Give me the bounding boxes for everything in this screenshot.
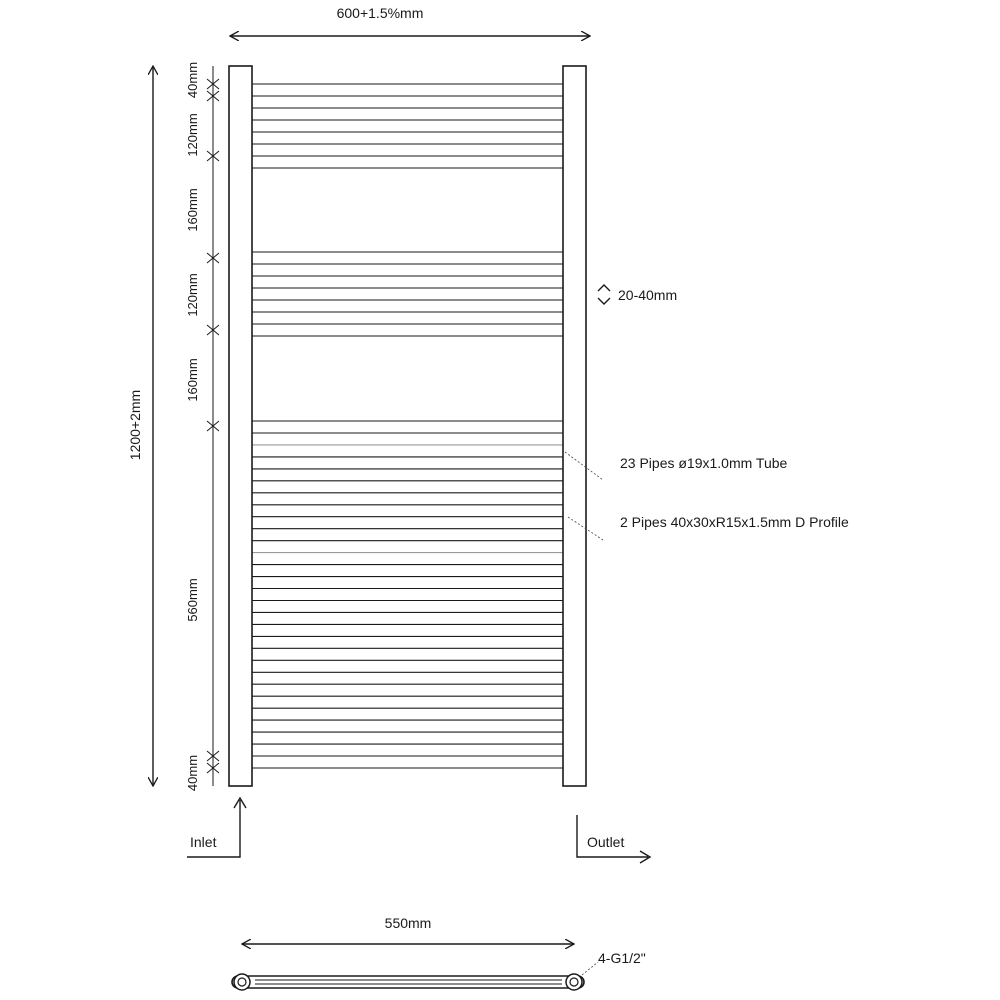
left-connection-icon	[234, 974, 250, 990]
bottom-view	[232, 915, 646, 990]
segment-label-40-bottom: 40mm	[185, 754, 200, 792]
profile-annotation: 2 Pipes 40x30xR15x1.5mm D Profile	[620, 514, 849, 530]
tube-annotation: 23 Pipes ø19x1.0mm Tube	[620, 455, 788, 471]
spacing-indicator	[598, 285, 677, 304]
inlet-indicator	[187, 798, 246, 857]
thread-label: 4-G1/2"	[598, 950, 646, 966]
bottom-view-bar	[232, 976, 584, 988]
thread-leader-line	[582, 962, 598, 975]
outlet-label: Outlet	[587, 834, 625, 850]
right-vertical-bar	[563, 66, 586, 786]
outlet-indicator	[577, 815, 650, 863]
segment-label-160-lower: 160mm	[185, 358, 200, 402]
spacing-up-chevron-icon	[598, 285, 610, 291]
inlet-label: Inlet	[190, 834, 217, 850]
spacing-label: 20-40mm	[618, 287, 678, 303]
height-label: 1200+2mm	[127, 389, 143, 461]
left-dimension-chain	[185, 62, 219, 791]
bottom-width-label: 550mm	[384, 915, 432, 931]
segment-label-160-upper: 160mm	[185, 188, 200, 232]
spacing-down-chevron-icon	[598, 298, 610, 304]
left-vertical-bar	[229, 66, 252, 786]
right-connection-icon	[566, 974, 582, 990]
segment-label-40-top: 40mm	[185, 61, 200, 99]
segment-label-560: 560mm	[185, 578, 200, 622]
top-width-label: 600+1.5%mm	[336, 5, 424, 21]
segment-label-120-middle: 120mm	[185, 273, 200, 317]
horizontal-rails	[252, 84, 563, 768]
segment-label-120-top: 120mm	[185, 113, 200, 157]
